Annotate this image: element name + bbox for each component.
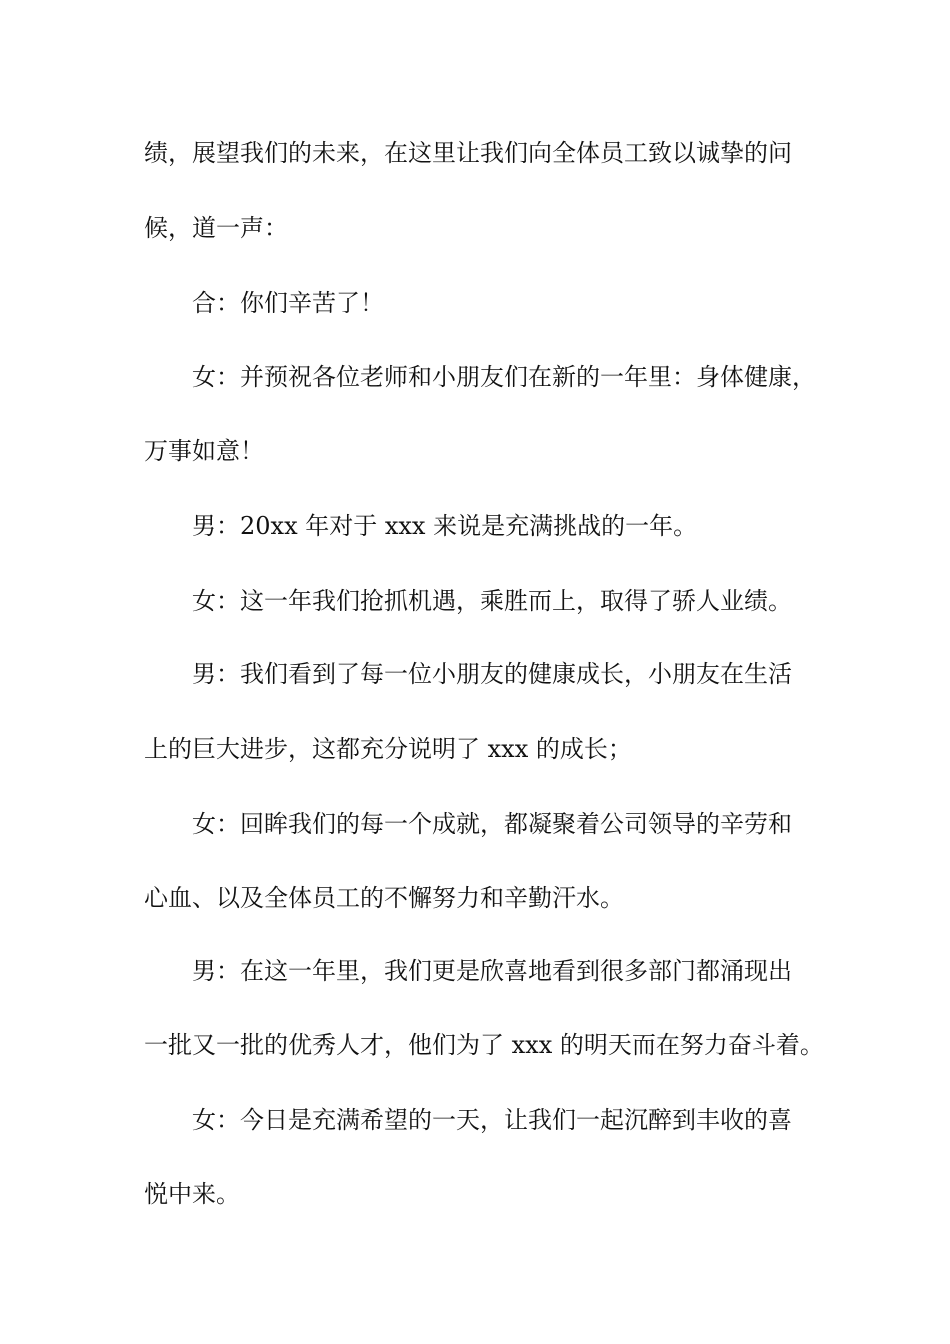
text-line: 男：我们看到了每一位小朋友的健康成长，小朋友在生活 xyxy=(192,660,792,688)
text-line: 心血、以及全体员工的不懈努力和辛勤汗水。 xyxy=(144,884,624,912)
text-line: 绩，展望我们的未来，在这里让我们向全体员工致以诚挚的问 xyxy=(144,139,792,167)
text-line: 女：回眸我们的每一个成就，都凝聚着公司领导的辛劳和 xyxy=(192,810,792,838)
text-line: 女：这一年我们抢抓机遇，乘胜而上，取得了骄人业绩。 xyxy=(192,587,792,615)
text-line: 合：你们辛苦了！ xyxy=(192,289,384,317)
text-line: 男：20xx 年对于 xxx 来说是充满挑战的一年。 xyxy=(192,512,698,540)
text-line: 男：在这一年里，我们更是欣喜地看到很多部门都涌现出 xyxy=(192,957,792,985)
text-line: 女：今日是充满希望的一天，让我们一起沉醉到丰收的喜 xyxy=(192,1106,792,1134)
text-line: 万事如意！ xyxy=(144,437,264,465)
text-line: 悦中来。 xyxy=(144,1180,240,1208)
text-line: 候，道一声： xyxy=(144,214,288,242)
text-line: 一批又一批的优秀人才，他们为了 xxx 的明天而在努力奋斗着。 xyxy=(144,1031,824,1059)
text-line: 上的巨大进步，这都充分说明了 xxx 的成长； xyxy=(144,735,632,763)
text-line: 女：并预祝各位老师和小朋友们在新的一年里：身体健康， xyxy=(192,363,816,391)
